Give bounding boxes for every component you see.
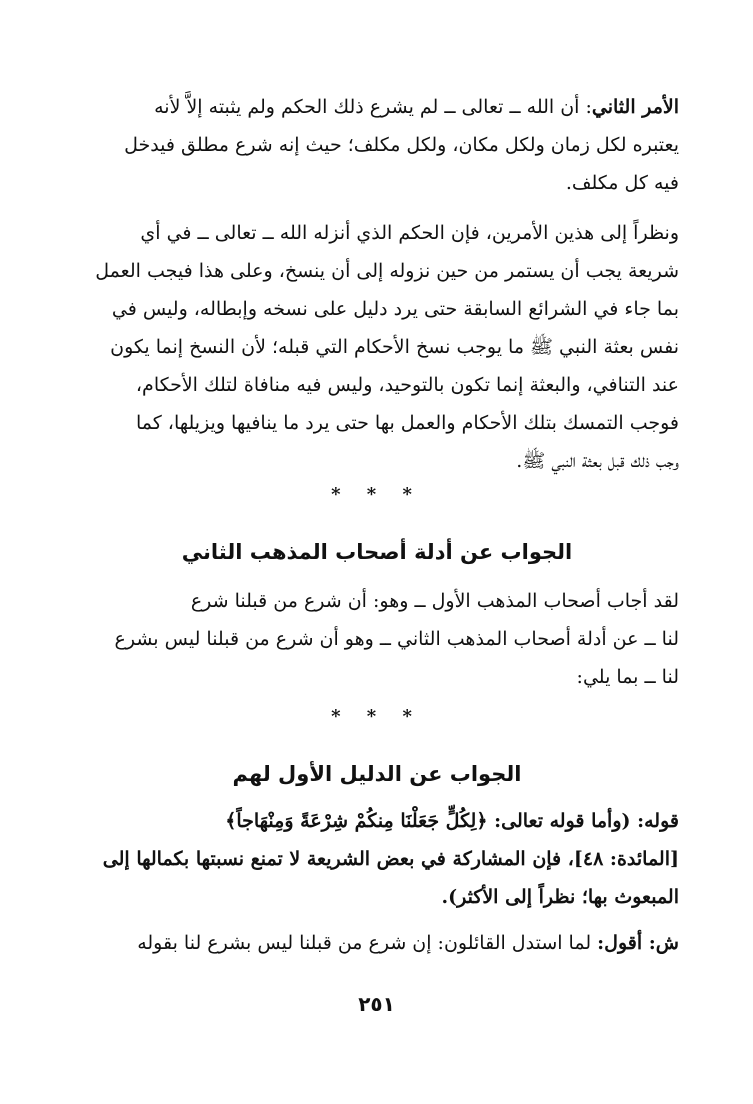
paragraph-line: يعتبره لكل زمان ولكل مكان، ولكل مكلف؛ حيث إنه شرع مطلق فيدخل: [124, 134, 679, 156]
section-heading: الجواب عن أدلة أصحاب المذهب الثاني: [181, 540, 573, 564]
section-separator: * * *: [331, 706, 422, 727]
paragraph-considering-two-matters: [75, 214, 679, 480]
paragraph-line: لنا ــ بما يلي:: [576, 666, 679, 688]
paragraph-line: نفس بعثة النبي ﷺ ما يوجب نسخ الأحكام التي قبله؛ لأن النسخ إنما يكون: [110, 336, 679, 358]
paragraph-line: المبعوث بها؛ نظراً إلى الأكثر).: [441, 886, 679, 908]
paragraph-line: شريعة يجب أن يستمر من حين نزوله إلى أن ينسخ، وعلى هذا فيجب العمل: [95, 260, 679, 282]
section-separator: * * *: [331, 484, 422, 505]
lead-term: ش: أقول:: [597, 932, 679, 954]
paragraph-line: لقد أجاب أصحاب المذهب الأول ــ وهو: أن شرع من قبلنا شرع: [190, 590, 679, 612]
paragraph-line: لنا ــ عن أدلة أصحاب المذهب الثاني ــ وهو أن شرع من قبلنا ليس بشرع: [114, 628, 679, 650]
paragraph-line: ونظراً إلى هذين الأمرين، فإن الحكم الذي أنزله الله ــ تعالى ــ في أي: [140, 222, 679, 244]
paragraph-text: : أن الله ــ تعالى ــ لم يشرع ذلك الحكم ولم يثبته إلاَّ لأنه: [154, 96, 592, 118]
paragraph-line: قوله: (وأما قوله تعالى: ﴿لِكُلٍّ جَعَلْنَا مِنكُمْ شِرْعَةً وَمِنْهَاجاً﴾: [225, 810, 679, 832]
paragraph-commentary: [75, 924, 679, 962]
paragraph-line: [المائدة: ٤٨]، فإن المشاركة في بعض الشريعة لا تمنع نسبتها بكمالها إلى: [102, 848, 679, 870]
paragraph-second-matter: [75, 88, 679, 202]
section-heading: الجواب عن الدليل الأول لهم: [232, 762, 522, 786]
paragraph-text: لما استدل القائلون: إن شرع من قبلنا ليس بشرع لنا بقوله: [137, 932, 598, 954]
paragraph-line: بما جاء في الشرائع السابقة حتى يرد دليل على نسخه وإبطاله، وليس في: [111, 298, 679, 320]
page-number: ٢٥١: [358, 992, 395, 1016]
paragraph-line: عند التنافي، والبعثة إنما تكون بالتوحيد، وليس فيه منافاة لتلك الأحكام،: [135, 374, 679, 396]
paragraph-line: وجب ذلك قبل بعثة النبي ﷺ.: [516, 450, 679, 472]
paragraph-quoted-text: [75, 802, 679, 916]
paragraph-first-school-answer: [75, 582, 679, 696]
lead-term: الأمر الثاني: [591, 96, 679, 118]
paragraph-line: فوجب التمسك بتلك الأحكام والعمل بها حتى يرد ما ينافيها ويزيلها، كما: [135, 412, 679, 434]
paragraph-line: فيه كل مكلف.: [565, 172, 679, 194]
